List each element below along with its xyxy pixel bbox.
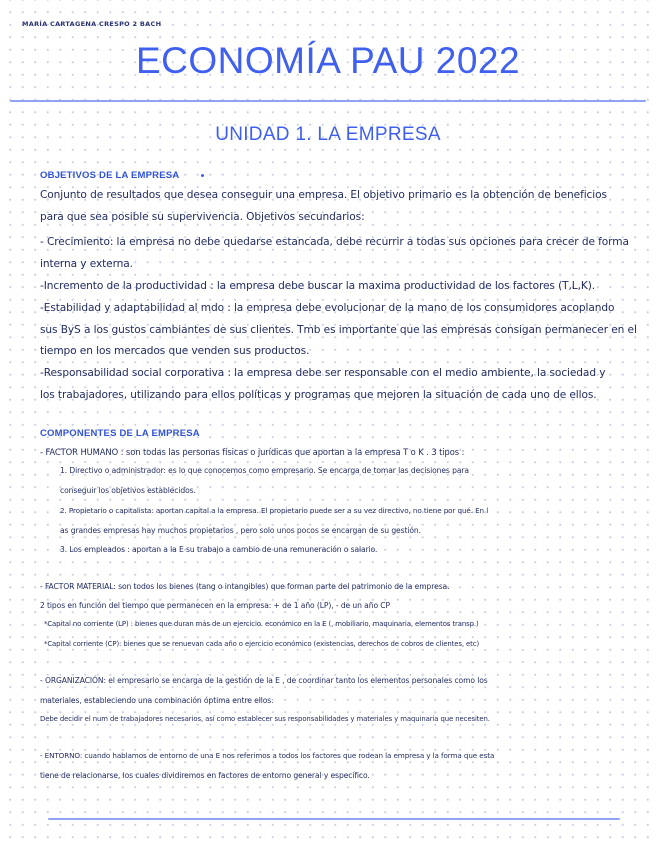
entorno-line: - ENTORNO: cuando hablamos de entorno de una E nos referimos a todos los factores que rodean la empresa y la forma que esta	[40, 751, 495, 760]
bullet-dot-icon	[201, 174, 204, 177]
section-heading-objetivos	[40, 170, 204, 181]
humano-line: conseguir los objetivos establecidos.	[60, 486, 196, 495]
author-name: MARÍA CARTAGENA CRESPO 2 BACH	[22, 20, 162, 28]
material-line: *Capital no corriente (LP) : bienes que duran más de un ejercicio. económico en la E (, mobiliario, maquinaria, elementos transp.)	[44, 620, 479, 628]
organizacion-line: Debe decidir el num de trabajadores necesarios, así como establecer sus responsabilidades y materiales y maquinaria que necesiten.	[40, 715, 490, 723]
page-title: ECONOMÍA PAU 2022	[135, 40, 521, 81]
objetivos-heading-text: OBJETIVOS DE LA EMPRESA	[40, 170, 180, 181]
material-line: 2 tipos en función del tiempo que permanecen en la empresa: + de 1 año (LP), - de un año CP	[40, 601, 390, 610]
bottom-divider	[48, 818, 620, 820]
objetivos-line: -Responsabilidad social corporativa : la empresa debe ser responsable con el medio ambiente, la sociedad y	[40, 367, 606, 379]
title-divider	[10, 100, 646, 102]
objetivos-line: -Estabilidad y adaptabilidad al mdo : la empresa debe evolucionar de la mano de los consumidores acoplando	[40, 302, 615, 314]
section-heading-componentes: COMPONENTES DE LA EMPRESA	[40, 428, 200, 439]
humano-line: 3. Los empleados : aportan a la E su trabajo a cambio de una remuneración o salario.	[60, 545, 378, 554]
objetivos-line: tiempo en los mercados que venden sus productos.	[40, 345, 310, 357]
objetivos-line: para que sea posible su supervivencia. Objetivos secundarios:	[40, 211, 365, 223]
objetivos-line: sus ByS a los gustos cambiantes de sus clientes. Tmb es importante que las empresas consigan permanecer en el	[40, 324, 637, 336]
organizacion-line: materiales, estableciendo una combinación óptima entre ellos.	[40, 696, 274, 705]
humano-line: as grandes empresas hay muchos propietarios , pero solo unos pocos se encargan de su gestión.	[60, 526, 421, 535]
organizacion-line: - ORGANIZACIÓN: el empresario se encarga de la gestión de la E , de coordinar tanto los elementos personales como los	[40, 676, 488, 685]
humano-line: 1. Directivo o administrador: es lo que conocemos como empresario. Se encarga de tomar las decisiones para	[60, 466, 469, 475]
humano-line: - FACTOR HUMANO : son todas las personas físicas o jurídicas que aportan a la empresa T o K . 3 tipos :	[40, 447, 465, 457]
material-line: - FACTOR MATERIAL: son todos los bienes (tang o intangibles) que forman parte del patrimonio de la empresa.	[40, 582, 450, 591]
unit-title: UNIDAD 1. LA EMPRESA	[215, 124, 441, 145]
objetivos-line: interna y externa.	[40, 258, 133, 270]
objetivos-line: - Crecimiento: la empresa no debe quedarse estancada, debe recurrir a todas sus opciones para crecer de forma	[40, 236, 629, 248]
objetivos-line: -Incremento de la productividad : la empresa debe buscar la maxima productividad de los factores (T,L,K).	[40, 280, 596, 292]
objetivos-line: Conjunto de resultados que desea conseguir una empresa. El objetivo primario es la obtención de beneficios	[40, 189, 607, 201]
material-line: *Capital corriente (CP): bienes que se renuevan cada año o ejercicio económico (existencias, derechos de cobros de clientes, etc)	[44, 640, 480, 648]
entorno-line: tiene de relacionarse, los cuales dividiremos en factores de entorno general y específico.	[40, 771, 370, 780]
humano-line: 2. Propietario o capitalista: aportan capital a la empresa. El propietario puede ser a su vez directivo, no tiene por qué. En l	[60, 506, 489, 515]
objetivos-line: los trabajadores, utilizando para ellos políticas y programas que mejoren la situación de cada uno de ellos.	[40, 389, 597, 401]
